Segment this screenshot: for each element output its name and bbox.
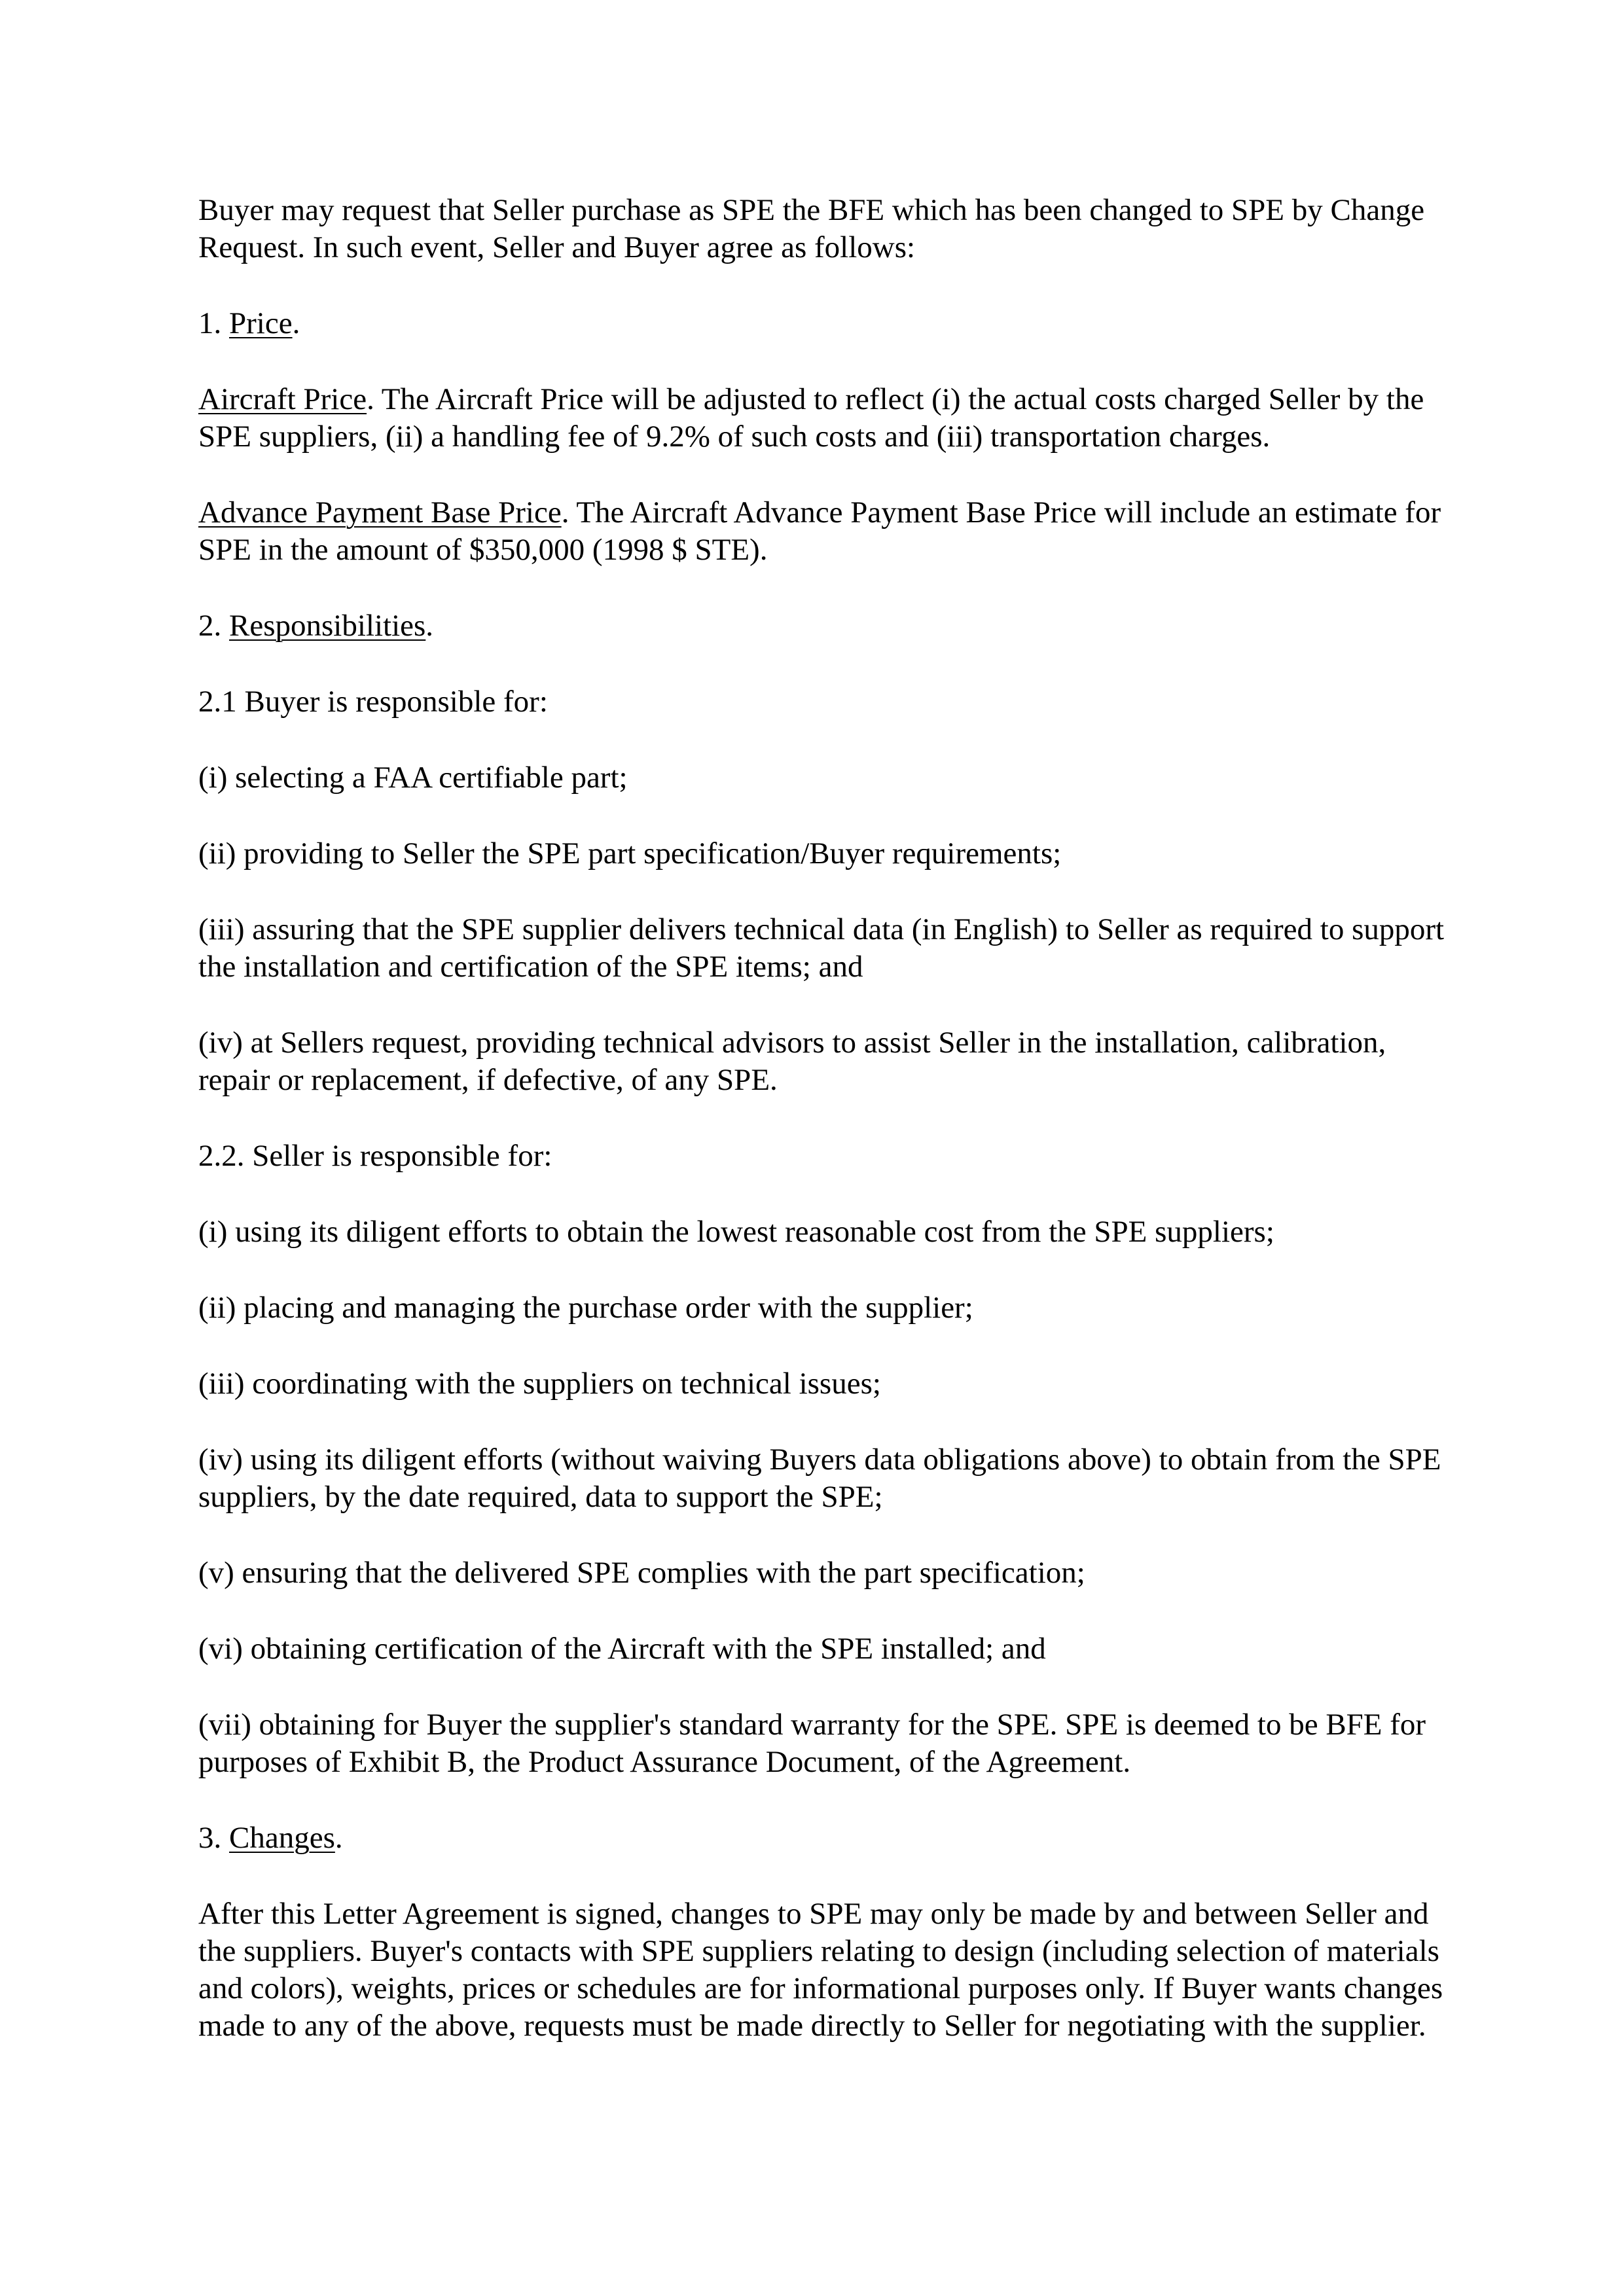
intro-paragraph: Buyer may request that Seller purchase as SPE the BFE which has been changed to SPE by Change Request. In such event, Seller and Buyer agree as follows: [198, 193, 1425, 264]
aircraft-price-text: . The Aircraft Price will be adjusted to reflect (i) the actual costs charged Seller by the SPE suppliers, (ii) a handling fee of 9.2% of such costs and (iii) transportation charges. [198, 382, 1424, 454]
section-3-suffix: . [334, 1821, 343, 1855]
seller-item: (iii) coordinating with the suppliers on technical issues; [198, 1367, 881, 1401]
section-2-title: Responsibilities [229, 609, 426, 643]
section-3-heading [198, 1820, 1455, 1857]
seller-item: (v) ensuring that the delivered SPE complies with the part specification; [198, 1556, 1085, 1590]
section-2-number: 2. [198, 609, 229, 643]
seller-responsibilities-heading: 2.2. Seller is responsible for: [198, 1139, 552, 1173]
seller-item: (ii) placing and managing the purchase order with the supplier; [198, 1291, 973, 1325]
buyer-item: (iii) assuring that the SPE supplier delivers technical data (in English) to Seller as required to support the installation and certification of the SPE items; and [198, 912, 1445, 984]
section-1-suffix: . [292, 306, 300, 340]
seller-item: (vi) obtaining certification of the Aircraft with the SPE installed; and [198, 1632, 1046, 1666]
buyer-responsibilities-heading: 2.1 Buyer is responsible for: [198, 685, 548, 719]
advance-payment-paragraph [198, 494, 1455, 569]
section-3-title: Changes [229, 1821, 335, 1855]
changes-paragraph: After this Letter Agreement is signed, changes to SPE may only be made by and between Seller and the suppliers. Buyer's contacts with SPE suppliers relating to design (including selection of materials and colors), weights, prices or schedules are for informational purposes only. If Buyer wants changes made to any of the above, requests must be made directly to Seller for negotiating with the supplier. [198, 1897, 1443, 2043]
section-1-number: 1. [198, 306, 229, 340]
section-3-number: 3. [198, 1821, 229, 1855]
buyer-item: (iv) at Sellers request, providing technical advisors to assist Seller in the installation, calibration, repair or replacement, if defective, of any SPE. [198, 1026, 1386, 1097]
seller-item: (i) using its diligent efforts to obtain the lowest reasonable cost from the SPE suppliers; [198, 1215, 1274, 1249]
advance-payment-term: Advance Payment Base Price [198, 495, 562, 529]
buyer-item: (ii) providing to Seller the SPE part specification/Buyer requirements; [198, 836, 1062, 870]
seller-item: (vii) obtaining for Buyer the supplier's standard warranty for the SPE. SPE is deemed to be BFE for purposes of Exhibit B, the Product Assurance Document, of the Agreement. [198, 1708, 1426, 1779]
section-2-suffix: . [425, 609, 434, 643]
section-2-heading [198, 607, 1455, 645]
document-body [198, 192, 1455, 2045]
buyer-item: (i) selecting a FAA certifiable part; [198, 761, 628, 795]
aircraft-price-term: Aircraft Price [198, 382, 367, 416]
seller-item: (iv) using its diligent efforts (without waiving Buyers data obligations above) to obtain from the SPE suppliers, by the date required, data to support the SPE; [198, 1443, 1441, 1514]
section-1-title: Price [229, 306, 293, 340]
advance-payment-text: . The Aircraft Advance Payment Base Price will include an estimate for SPE in the amount of $350,000 (1998 $ STE). [198, 495, 1441, 567]
aircraft-price-paragraph [198, 381, 1455, 456]
section-1-heading [198, 305, 1455, 342]
